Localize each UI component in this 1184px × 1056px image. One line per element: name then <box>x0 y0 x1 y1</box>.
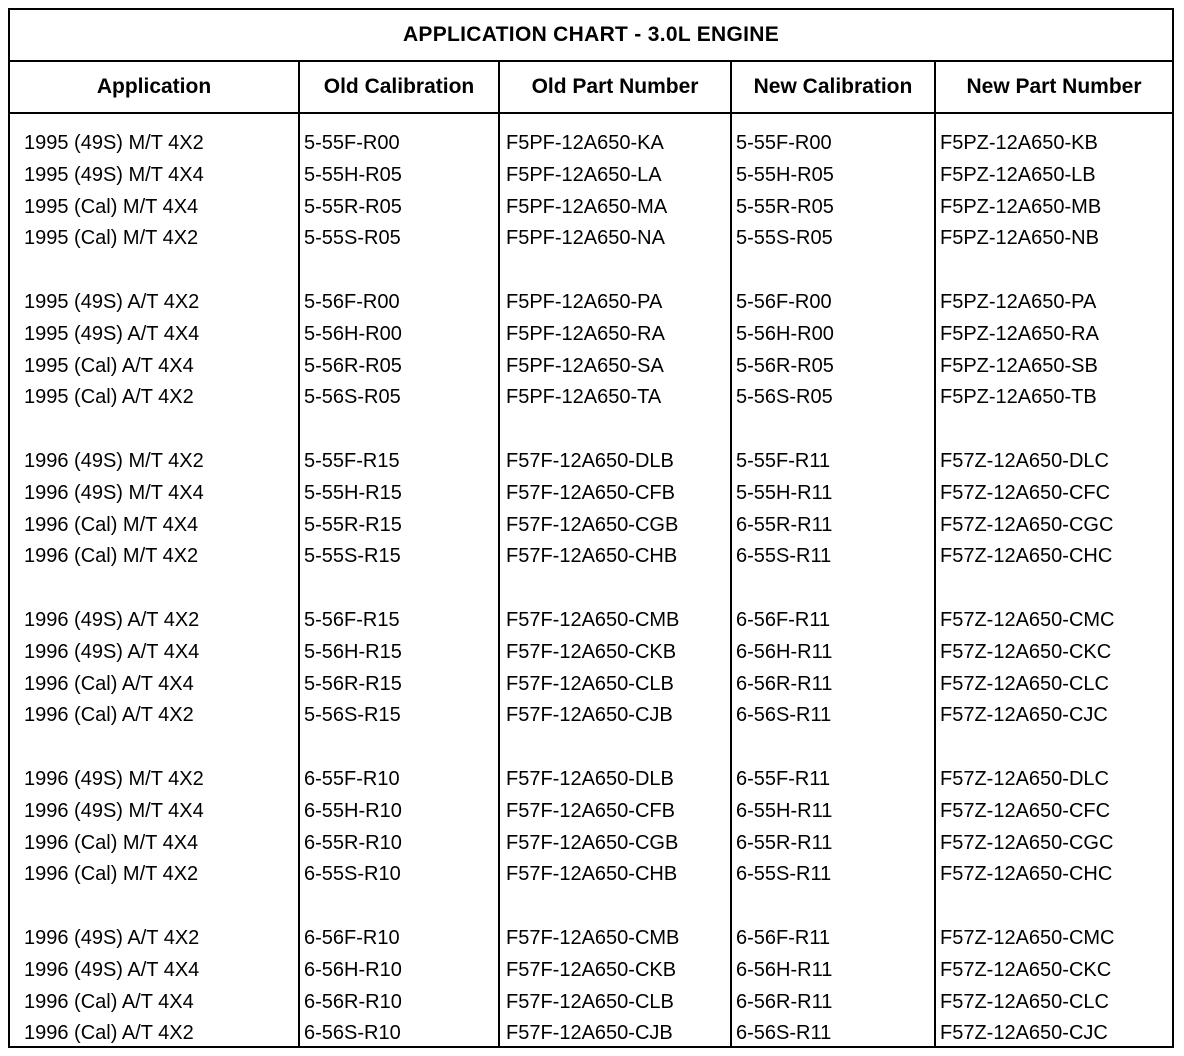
cell-application: 1996 (49S) A/T 4X2 <box>24 608 200 631</box>
cell-old-part-number: F57F-12A650-CFB <box>506 799 675 822</box>
group-spacer <box>736 414 934 446</box>
cell-old-calibration: 6-56H-R10 <box>304 958 402 981</box>
group-spacer <box>24 573 298 605</box>
group-spacer <box>24 414 298 446</box>
cell-new-calibration: 6-55F-R11 <box>736 767 831 790</box>
cell-new-part-number: F57Z-12A650-CGC <box>940 513 1114 536</box>
cell-old-part-number: F5PF-12A650-MA <box>506 195 668 218</box>
cell-application: 1996 (Cal) A/T 4X2 <box>24 1022 194 1045</box>
group-spacer <box>304 891 498 923</box>
group-spacer <box>304 732 498 764</box>
cell-old-calibration: 5-55R-R15 <box>304 513 402 536</box>
group-spacer <box>940 255 1172 287</box>
cell-new-calibration: 5-56R-R05 <box>736 354 834 377</box>
cell-application: 1996 (Cal) A/T 4X2 <box>24 704 194 727</box>
cell-old-calibration: 6-55S-R10 <box>304 863 401 886</box>
column-new-part-number <box>936 114 1172 1048</box>
cell-old-part-number: F57F-12A650-CJB <box>506 704 673 727</box>
application-chart-table <box>8 8 1174 1048</box>
cell-old-calibration: 5-56H-R00 <box>304 322 402 345</box>
group-spacer <box>736 891 934 923</box>
cell-application: 1995 (Cal) M/T 4X4 <box>24 195 199 218</box>
group-spacer <box>940 414 1172 446</box>
cell-old-calibration: 5-56F-R15 <box>304 608 400 631</box>
cell-new-calibration: 5-55S-R05 <box>736 227 833 250</box>
cell-new-part-number: F57Z-12A650-CKC <box>940 640 1112 663</box>
cell-new-part-number: F5PZ-12A650-KB <box>940 132 1098 154</box>
cell-new-part-number: F57Z-12A650-CFC <box>940 481 1111 504</box>
group-spacer <box>940 732 1172 764</box>
cell-new-calibration: 6-56H-R11 <box>736 640 833 663</box>
cell-old-part-number: F57F-12A650-CLB <box>506 672 674 695</box>
cell-old-calibration: 6-56R-R10 <box>304 990 402 1013</box>
group-spacer <box>736 255 934 287</box>
cell-old-calibration: 5-55F-R15 <box>304 449 400 472</box>
cell-old-calibration: 5-56S-R05 <box>304 386 401 409</box>
cell-new-part-number: F57Z-12A650-DLC <box>940 449 1109 472</box>
cell-new-calibration: 5-56S-R05 <box>736 386 833 409</box>
group-spacer <box>506 414 730 446</box>
cell-new-calibration: 6-56F-R11 <box>736 608 831 631</box>
cell-new-part-number: F57Z-12A650-CHC <box>940 545 1113 568</box>
cell-new-part-number: F57Z-12A650-CHC <box>940 863 1113 886</box>
cell-application: 1995 (49S) M/T 4X2 <box>24 132 204 154</box>
cell-old-calibration: 5-56H-R15 <box>304 640 402 663</box>
group-spacer <box>304 414 498 446</box>
cell-application: 1996 (49S) M/T 4X4 <box>24 799 204 822</box>
cell-new-calibration: 5-56F-R00 <box>736 290 832 313</box>
cell-old-part-number: F57F-12A650-CLB <box>506 990 674 1013</box>
cell-application: 1996 (Cal) M/T 4X2 <box>24 863 199 886</box>
cell-new-calibration: 6-56S-R11 <box>736 704 832 727</box>
group-spacer <box>506 255 730 287</box>
cell-old-calibration: 5-56R-R05 <box>304 354 402 377</box>
cell-old-calibration: 5-55H-R05 <box>304 163 402 186</box>
table-body <box>10 114 1172 1048</box>
cell-new-calibration: 5-55F-R00 <box>736 132 832 154</box>
cell-old-part-number: F57F-12A650-DLB <box>506 449 674 472</box>
group-spacer <box>304 573 498 605</box>
header-old-part-number: Old Part Number <box>500 62 732 112</box>
cell-new-part-number: F57Z-12A650-DLC <box>940 767 1109 790</box>
cell-old-calibration: 5-55H-R15 <box>304 481 402 504</box>
cell-old-calibration: 5-55F-R00 <box>304 132 400 154</box>
cell-old-calibration: 6-56S-R10 <box>304 1022 401 1045</box>
group-spacer <box>304 255 498 287</box>
column-old-calibration <box>300 114 500 1048</box>
cell-application: 1996 (Cal) A/T 4X4 <box>24 672 194 695</box>
cell-old-part-number: F57F-12A650-CGB <box>506 513 679 536</box>
cell-application: 1996 (49S) A/T 4X4 <box>24 640 200 663</box>
cell-new-part-number: F57Z-12A650-CLC <box>940 672 1109 695</box>
cell-new-part-number: F5PZ-12A650-NB <box>940 227 1099 250</box>
cell-new-part-number: F5PZ-12A650-TB <box>940 386 1097 409</box>
cell-new-calibration: 6-55H-R11 <box>736 799 833 822</box>
header-new-calibration: New Calibration <box>732 62 936 112</box>
cell-old-part-number: F5PF-12A650-PA <box>506 290 663 313</box>
cell-old-calibration: 5-55S-R05 <box>304 227 401 250</box>
cell-new-calibration: 6-56F-R11 <box>736 926 831 949</box>
column-new-calibration <box>732 114 936 1048</box>
cell-old-part-number: F57F-12A650-CMB <box>506 608 680 631</box>
cell-old-part-number: F57F-12A650-CFB <box>506 481 675 504</box>
column-old-part-number <box>500 114 732 1048</box>
header-row <box>10 62 1172 114</box>
cell-application: 1995 (49S) A/T 4X2 <box>24 290 200 313</box>
cell-new-calibration: 6-56S-R11 <box>736 1022 832 1045</box>
cell-old-part-number: F5PF-12A650-LA <box>506 163 662 186</box>
cell-new-calibration: 5-55H-R11 <box>736 481 833 504</box>
cell-new-calibration: 6-55S-R11 <box>736 545 832 568</box>
cell-new-part-number: F57Z-12A650-CMC <box>940 608 1115 631</box>
group-spacer <box>506 732 730 764</box>
cell-old-part-number: F5PF-12A650-RA <box>506 322 665 345</box>
cell-new-part-number: F5PZ-12A650-PA <box>940 290 1097 313</box>
cell-application: 1996 (49S) M/T 4X2 <box>24 449 204 472</box>
cell-old-calibration: 5-56F-R00 <box>304 290 400 313</box>
column-application <box>10 114 300 1048</box>
cell-application: 1996 (49S) A/T 4X4 <box>24 958 200 981</box>
cell-old-calibration: 6-55F-R10 <box>304 767 400 790</box>
cell-application: 1996 (Cal) A/T 4X4 <box>24 990 194 1013</box>
cell-application: 1995 (Cal) M/T 4X2 <box>24 227 199 250</box>
cell-old-calibration: 5-55R-R05 <box>304 195 402 218</box>
cell-new-calibration: 6-56R-R11 <box>736 990 833 1013</box>
group-spacer <box>736 573 934 605</box>
cell-new-calibration: 6-56H-R11 <box>736 958 833 981</box>
cell-old-part-number: F57F-12A650-CJB <box>506 1022 673 1045</box>
cell-application: 1996 (49S) M/T 4X4 <box>24 481 204 504</box>
cell-new-part-number: F57Z-12A650-CLC <box>940 990 1109 1013</box>
cell-application: 1995 (Cal) A/T 4X2 <box>24 386 194 409</box>
cell-new-part-number: F5PZ-12A650-LB <box>940 163 1096 186</box>
cell-application: 1995 (49S) M/T 4X4 <box>24 163 204 186</box>
cell-old-calibration: 5-55S-R15 <box>304 545 401 568</box>
group-spacer <box>24 732 298 764</box>
cell-old-part-number: F57F-12A650-CHB <box>506 863 678 886</box>
cell-old-calibration: 6-56F-R10 <box>304 926 400 949</box>
cell-old-part-number: F57F-12A650-CGB <box>506 831 679 854</box>
group-spacer <box>940 891 1172 923</box>
group-spacer <box>506 573 730 605</box>
group-spacer <box>506 891 730 923</box>
cell-old-calibration: 5-56S-R15 <box>304 704 401 727</box>
cell-application: 1996 (49S) M/T 4X2 <box>24 767 204 790</box>
cell-new-part-number: F5PZ-12A650-MB <box>940 195 1102 218</box>
group-spacer <box>24 255 298 287</box>
cell-old-part-number: F57F-12A650-CKB <box>506 958 677 981</box>
cell-new-part-number: F57Z-12A650-CMC <box>940 926 1115 949</box>
cell-old-part-number: F57F-12A650-CMB <box>506 926 680 949</box>
cell-new-calibration: 5-55R-R05 <box>736 195 834 218</box>
cell-old-part-number: F57F-12A650-CKB <box>506 640 677 663</box>
cell-application: 1996 (Cal) M/T 4X4 <box>24 831 199 854</box>
cell-old-part-number: F57F-12A650-CHB <box>506 545 678 568</box>
cell-application: 1995 (Cal) A/T 4X4 <box>24 354 194 377</box>
cell-application: 1995 (49S) A/T 4X4 <box>24 322 200 345</box>
cell-new-calibration: 6-55R-R11 <box>736 513 833 536</box>
cell-old-calibration: 6-55R-R10 <box>304 831 402 854</box>
cell-old-calibration: 6-55H-R10 <box>304 799 402 822</box>
header-application: Application <box>10 62 300 112</box>
cell-new-calibration: 5-56H-R00 <box>736 322 834 345</box>
cell-application: 1996 (Cal) M/T 4X4 <box>24 513 199 536</box>
cell-old-part-number: F57F-12A650-DLB <box>506 767 674 790</box>
cell-new-calibration: 5-55H-R05 <box>736 163 834 186</box>
cell-new-part-number: F57Z-12A650-CFC <box>940 799 1111 822</box>
group-spacer <box>24 891 298 923</box>
cell-new-part-number: F57Z-12A650-CJC <box>940 704 1108 727</box>
cell-new-part-number: F5PZ-12A650-SB <box>940 354 1098 377</box>
chart-title: APPLICATION CHART - 3.0L ENGINE <box>10 10 1172 62</box>
cell-new-part-number: F5PZ-12A650-RA <box>940 322 1099 345</box>
cell-new-calibration: 5-55F-R11 <box>736 449 831 472</box>
cell-new-calibration: 6-56R-R11 <box>736 672 833 695</box>
cell-old-part-number: F5PF-12A650-KA <box>506 132 664 154</box>
cell-new-part-number: F57Z-12A650-CKC <box>940 958 1112 981</box>
cell-new-calibration: 6-55R-R11 <box>736 831 833 854</box>
header-old-calibration: Old Calibration <box>300 62 500 112</box>
cell-old-part-number: F5PF-12A650-SA <box>506 354 664 377</box>
header-new-part-number: New Part Number <box>966 75 1142 98</box>
cell-new-part-number: F57Z-12A650-CGC <box>940 831 1114 854</box>
cell-application: 1996 (Cal) M/T 4X2 <box>24 545 199 568</box>
cell-old-calibration: 5-56R-R15 <box>304 672 402 695</box>
cell-old-part-number: F5PF-12A650-NA <box>506 227 665 250</box>
cell-old-part-number: F5PF-12A650-TA <box>506 386 662 409</box>
cell-application: 1996 (49S) A/T 4X2 <box>24 926 200 949</box>
group-spacer <box>940 573 1172 605</box>
group-spacer <box>736 732 934 764</box>
cell-new-calibration: 6-55S-R11 <box>736 863 832 886</box>
cell-new-part-number: F57Z-12A650-CJC <box>940 1022 1108 1045</box>
